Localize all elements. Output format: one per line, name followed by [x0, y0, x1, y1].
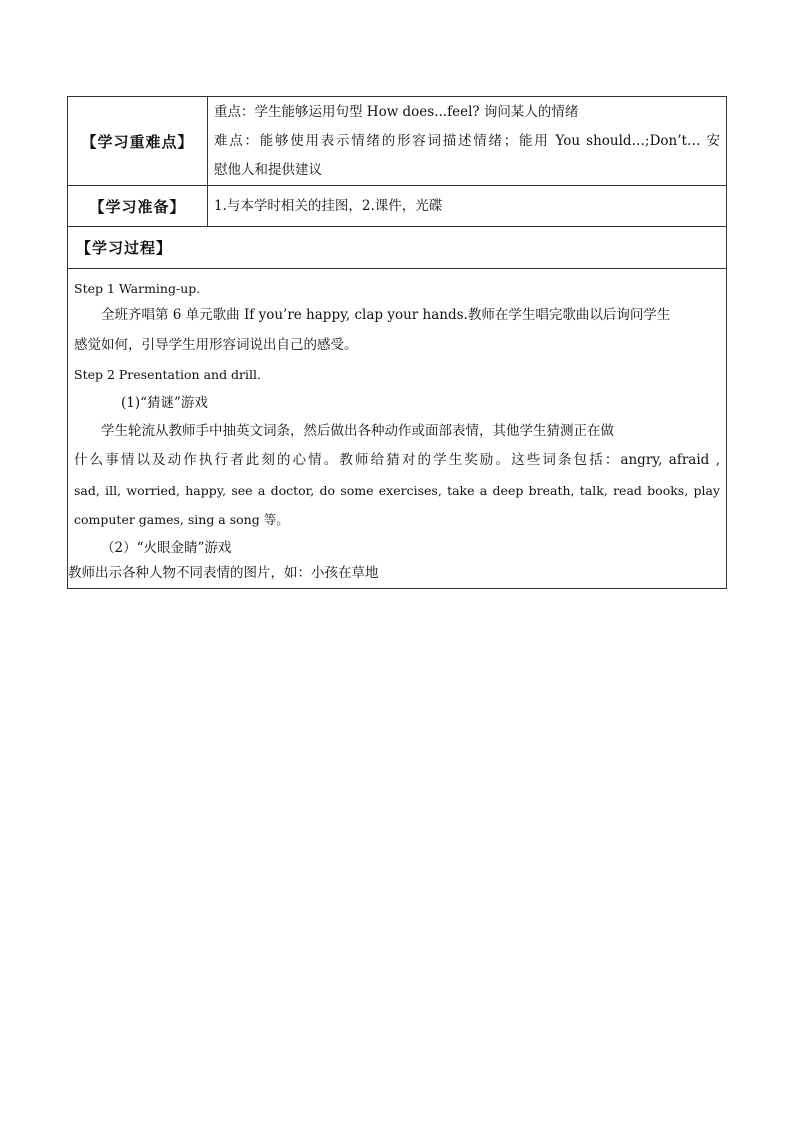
- process-heading-row: [68, 227, 727, 269]
- difficult-point-line-cont: 慰他人和提供建议: [214, 161, 322, 178]
- game-2-paragraph: 教师出示各种人物不同表情的图片，如：小孩在草地: [68, 564, 379, 581]
- word-list-line: sad, ill, worried, happy, see a doctor, do some exercises, take a deep breath, talk, read books, play: [74, 482, 720, 498]
- preparation-label: 【学习准备】: [68, 186, 208, 227]
- key-points-row: [68, 97, 727, 186]
- key-points-label: 【学习重难点】: [68, 97, 208, 186]
- step-2-title: Step 2 Presentation and drill.: [74, 367, 261, 382]
- warming-up-paragraph: 全班齐唱第 6 单元歌曲 If you’re happy, clap your hands.教师在学生唱完歌曲以后询问学生: [101, 307, 671, 323]
- difficult-point-line: 难点：能够使用表示情绪的形容词描述情绪；能用 You should…;Don’t… 安: [214, 132, 720, 149]
- process-heading: 【学习过程】: [68, 227, 727, 269]
- key-points-content: [208, 97, 727, 186]
- lesson-plan-table: [67, 96, 727, 589]
- warming-up-paragraph-cont: 感觉如何，引导学生用形容词说出自己的感受。: [74, 336, 358, 353]
- game-1-paragraph: 学生轮流从教师手中抽英文词条，然后做出各种动作或面部表情，其他学生猜测正在做: [101, 422, 614, 439]
- key-point-line: 重点：学生能够运用句型 How does...feel? 询问某人的情绪: [214, 103, 579, 120]
- preparation-content: 1.与本学时相关的挂图，2.课件，光碟: [208, 186, 727, 227]
- step-1-title: Step 1 Warming-up.: [74, 281, 201, 296]
- preparation-row: [68, 186, 727, 227]
- game-1-paragraph-cont: 什么事情以及动作执行者此刻的心情。教师给猜对的学生奖励。这些词条包括：angry, afraid ,: [74, 452, 720, 468]
- game-1-title: (1)“猜谜”游戏: [121, 394, 208, 411]
- word-list-line-cont: computer games, sing a song 等。: [74, 512, 289, 527]
- process-content: [68, 269, 727, 589]
- game-2-title: （2）“火眼金睛”游戏: [101, 539, 232, 556]
- process-content-row: [68, 269, 727, 589]
